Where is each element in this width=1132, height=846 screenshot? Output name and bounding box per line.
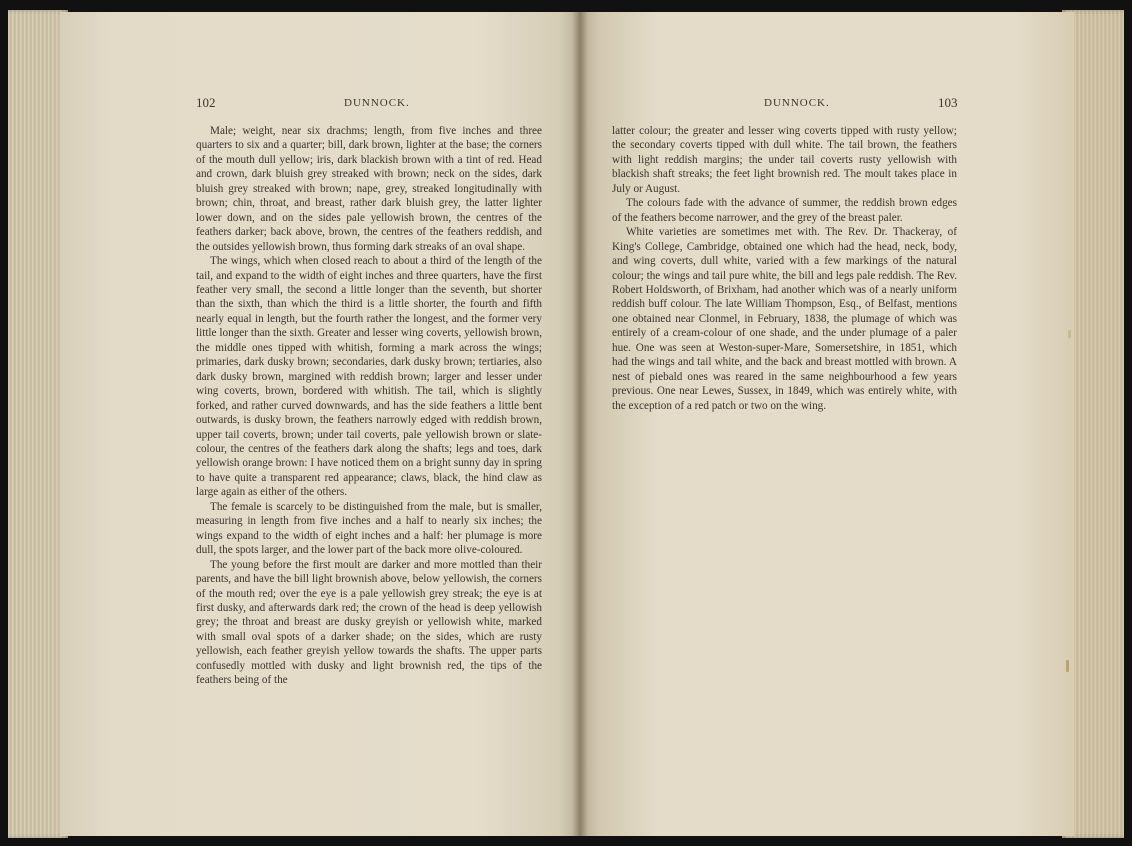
right-paragraph-3: White varieties are sometimes met with. The Rev. Dr. Thackeray, of King's College, Cambridge, obtained one which had the head, neck, body, and wing coverts, dull white, varied with a few markings of the natural colour; the wings and tail pure white, the bill and legs pale reddish. The Rev. Robert Holdsworth, of Brixham, had another which was of a nearly uniform reddish buff colour. The late William Thompson, Esq., of Belfast, mentions one obtained near Clonmel, in February, 1838, the plumage of which was entirely of a cream-colour of one shade, and the under plumage of a paler hue. One was seen at Weston-super-Mare, Somersetshire, in 1851, which had the wings and tail white, and the back and breast mottled with brown. A nest of piebald ones was reared in the same neighbourhood a few years previous. One near Lewes, Sussex, in 1849, which was entirely white, with the exception of a red patch or two on the wing. xyxy=(612,226,957,412)
left-paragraph-3: The female is scarcely to be distinguished from the male, but is smaller, measuring in length from five inches and a half to nearly six inches; the wings expand to the width of eight inches and a half: her plumage is more dull, the spots larger, and the lower part of the back more olive-coloured. xyxy=(196,500,542,557)
left-page-edges xyxy=(8,10,68,838)
left-paragraph-2: The wings, which when closed reach to about a third of the length of the tail, and expand to the width of eight inches and three quarters, have the first feather very small, the second a little longer than the seventh, but shorter than the sixth, than which the third is a little shorter, the fourth and fifth nearly equal in length, but the fourth rather the longest, and the former very little longer than the sixth. Greater and lesser wing coverts, yellowish brown, the middle ones tipped with whitish, forming a mark across the wings; primaries, dark dusky brown; secondaries, dark dusky brown; tertiaries, also dark dusky brown, margined with reddish brown; larger and lesser under wing coverts, brown, bordered with whitish. The tail, which is slightly forked, and rather curved downwards, and has the side feathers a little bent outwards, is dusky brown, the feathers narrowly edged with reddish brown, upper tail coverts, brown; under tail coverts, pale yellowish brown or slate-colour, the centres of the feathers dark along the shafts; legs and toes, dark yellowish orange brown: I have noticed them on a bright sunny day in spring to have quite a transparent red appearance; claws, black, the hind claw as large again as either of the others. xyxy=(196,255,542,499)
left-page-text xyxy=(196,124,542,688)
left-running-head: DUNNOCK. xyxy=(344,97,410,109)
right-page-text xyxy=(612,124,957,413)
left-paragraph-1: Male; weight, near six drachms; length, from five inches and three quarters to six and a quarter; bill, dark brown, lighter at the base; the corners of the mouth dull yellow; iris, dark blackish brown with a tint of red. Head and crown, dark bluish grey streaked with brown; neck on the sides, dark bluish grey streaked with brown; nape, grey, streaked longitudinally with brown; chin, throat, and breast, rather dark bluish grey, the latter lighter lower down, and on the sides pale yellowish brown, the centres of the feathers darker; back above, brown, the centres of the feathers reddish, and the outsides yellowish brown, thus forming dark streaks of an oval shape. xyxy=(196,125,542,253)
right-running-head: DUNNOCK. xyxy=(764,97,830,109)
left-page-number: 102 xyxy=(196,95,216,110)
book-gutter xyxy=(572,12,588,836)
right-paragraph-2: The colours fade with the advance of summer, the reddish brown edges of the feathers become narrower, and the grey of the breast paler. xyxy=(612,197,957,224)
margin-stain xyxy=(1066,660,1069,672)
right-page-number: 103 xyxy=(938,95,958,110)
left-paragraph-4: The young before the first moult are darker and more mottled than their parents, and have the bill light brownish above, below yellowish, the corners of the mouth red; over the eye is a pale yellowish grey streak; the eye is at first dusky, and afterwards dark red; the crown of the head is deep yellowish grey; the throat and breast are dusky greyish or yellowish white, marked with small oval spots of a darker shade; on the sides, which are rusty yellowish, each feather greyish yellow towards the shafts. The upper parts confusedly mottled with dusky and light brownish red, the tips of the feathers being of the xyxy=(196,558,542,687)
right-paragraph-1: latter colour; the greater and lesser wing coverts tipped with rusty yellow; the secondary coverts tipped with dull white. The tail brown, the feathers with light reddish margins; the under tail coverts rusty yellowish with blackish shaft streaks; the feet light brownish red. The moult takes place in July or August. xyxy=(612,125,957,195)
margin-stain xyxy=(1068,330,1071,338)
